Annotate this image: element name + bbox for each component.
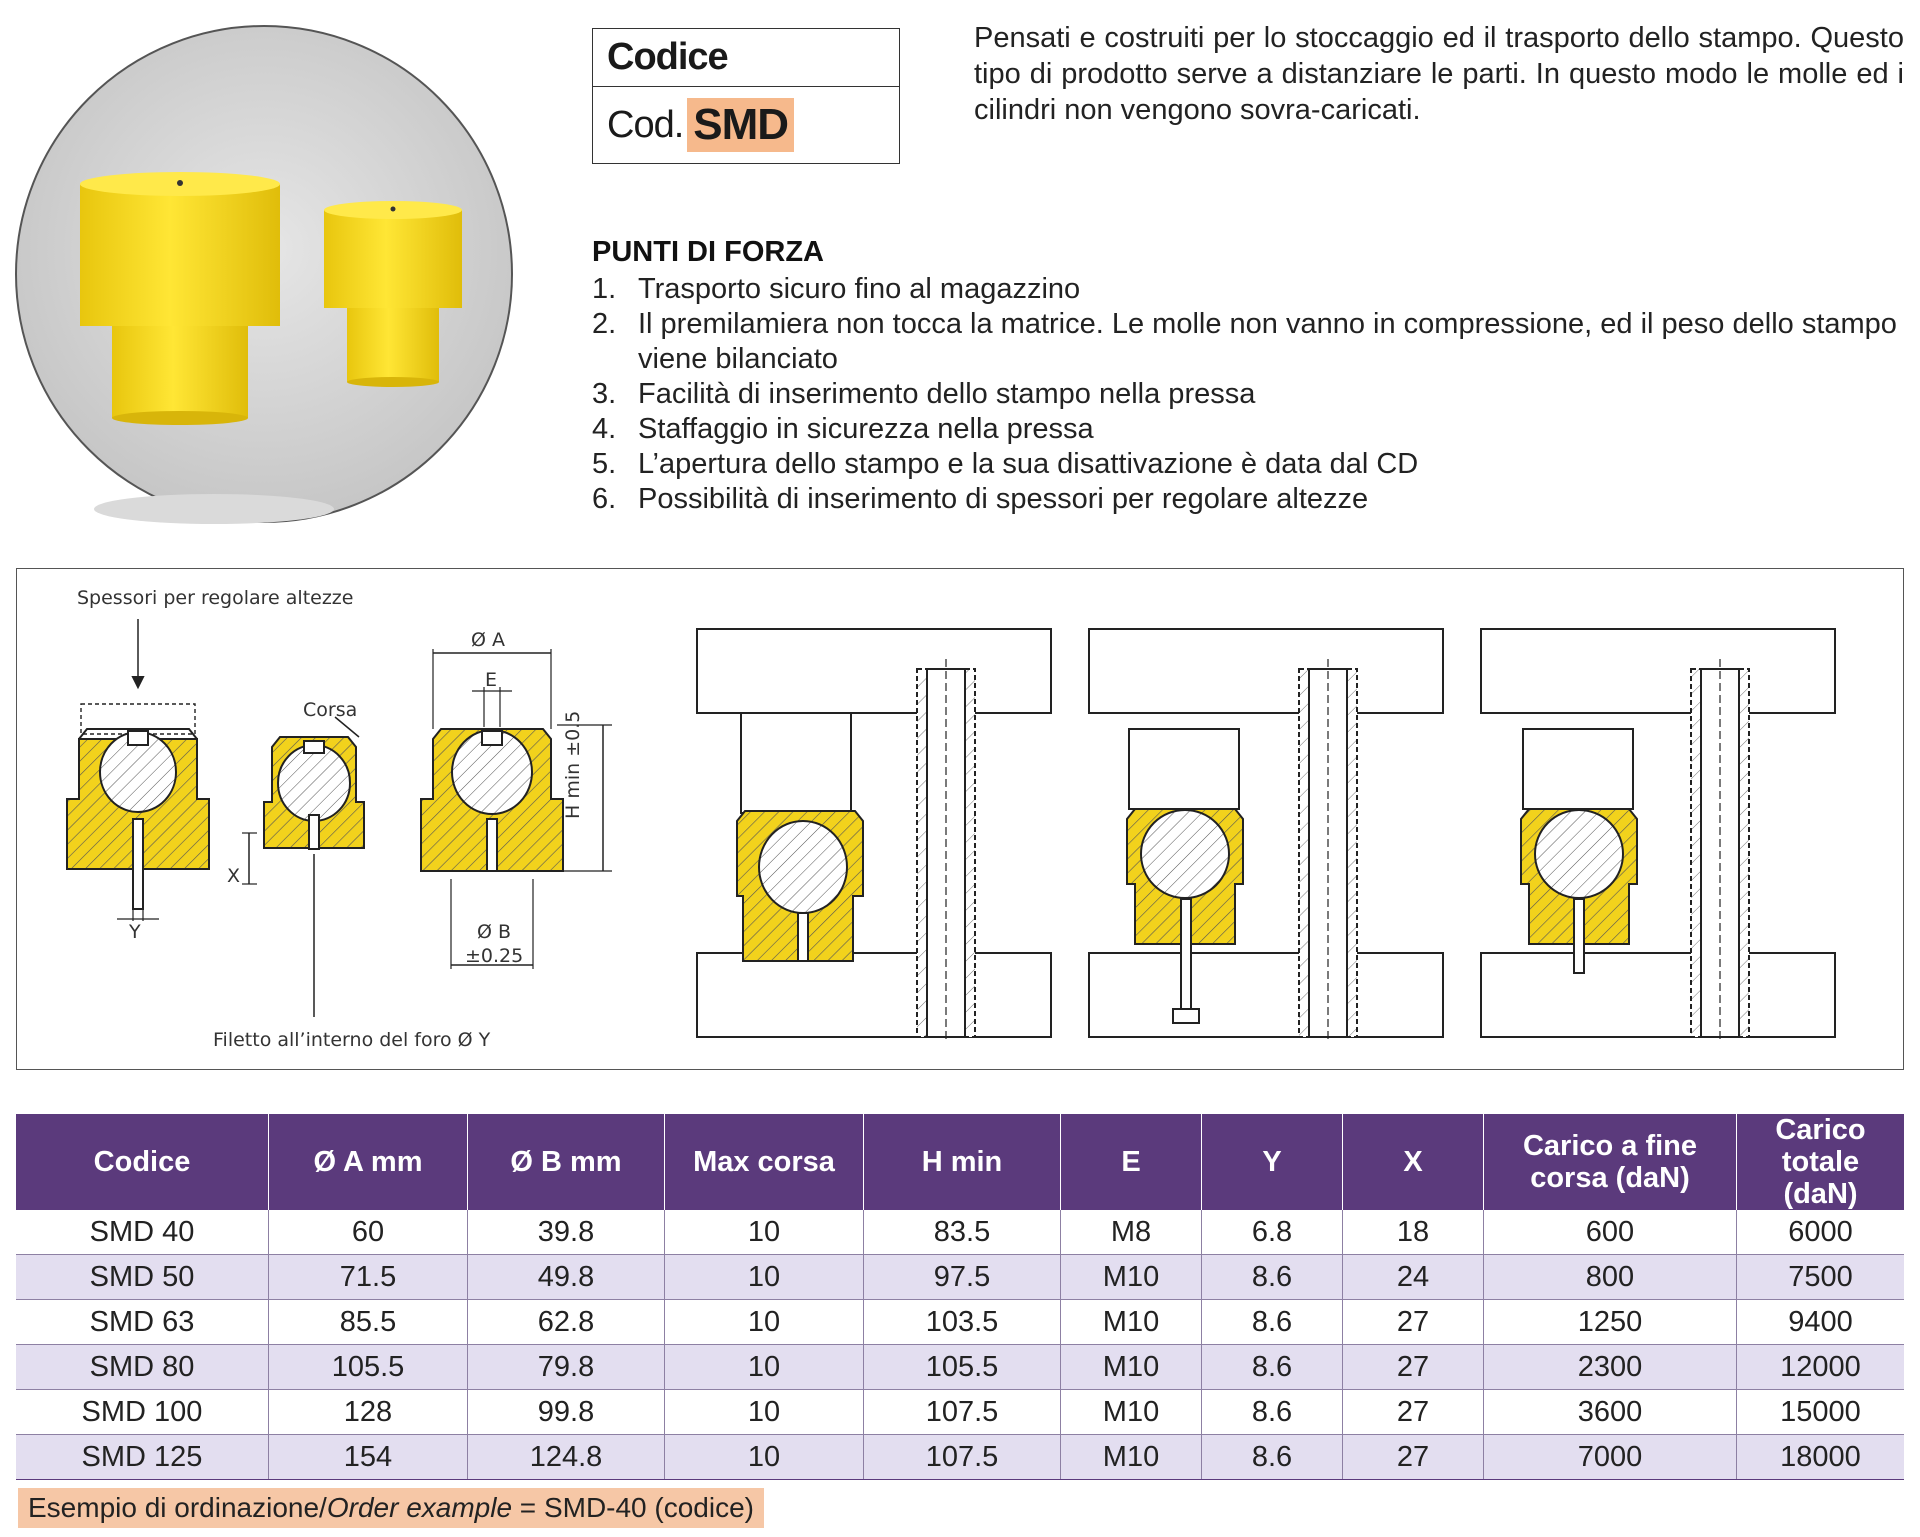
cell: 8.6 (1202, 1345, 1343, 1390)
cell: 7000 (1484, 1435, 1737, 1480)
cell: 105.5 (864, 1345, 1061, 1390)
cell: 83.5 (864, 1210, 1061, 1255)
cell: 49.8 (468, 1255, 665, 1300)
cell: 62.8 (468, 1300, 665, 1345)
cell: 12000 (1737, 1345, 1905, 1390)
cell: 71.5 (269, 1255, 468, 1300)
cell: 97.5 (864, 1255, 1061, 1300)
strengths-title: PUNTI DI FORZA (592, 236, 824, 268)
strength-number: 3. (592, 378, 617, 410)
cell: 27 (1343, 1345, 1484, 1390)
cell: M10 (1061, 1390, 1202, 1435)
cell: 9400 (1737, 1300, 1905, 1345)
product-description: Pensati e costruiti per lo stoccaggio ed il trasporto dello stampo. Questo tipo di prodotto serve a distanziare le parti. In questo modo le molle ed i cilindri non vengono sovra-caricati. (974, 22, 1904, 126)
product-photo (14, 14, 514, 534)
cell: 105.5 (269, 1345, 468, 1390)
cell: 10 (665, 1255, 864, 1300)
cell: 15000 (1737, 1390, 1905, 1435)
cell: SMD 63 (16, 1300, 269, 1345)
strength-item (592, 272, 1912, 307)
code-prefix: Cod. (607, 103, 684, 146)
strength-item (592, 377, 1912, 412)
strength-number: 4. (592, 413, 617, 445)
col-header-dia-b: Ø B mm (468, 1114, 665, 1210)
strength-text: L’apertura dello stampo e la sua disattivazione è data dal CD (638, 448, 1419, 480)
cell: 103.5 (864, 1300, 1061, 1345)
cell: SMD 80 (16, 1345, 269, 1390)
cell: 1250 (1484, 1300, 1737, 1345)
cell: 8.6 (1202, 1390, 1343, 1435)
cell: 27 (1343, 1390, 1484, 1435)
cell: 79.8 (468, 1345, 665, 1390)
col-header-y: Y (1202, 1114, 1343, 1210)
cell: 10 (665, 1435, 864, 1480)
press-view-1 (697, 629, 1051, 1039)
cell: SMD 40 (16, 1210, 269, 1255)
cell: 7500 (1737, 1255, 1905, 1300)
cell: 85.5 (269, 1300, 468, 1345)
label-hmin: H min ±0.5 (562, 710, 584, 819)
strength-number: 1. (592, 273, 617, 305)
cell: 18 (1343, 1210, 1484, 1255)
cell: 24 (1343, 1255, 1484, 1300)
cell: 8.6 (1202, 1435, 1343, 1480)
label-dia-b-tolerance: ±0.25 (465, 945, 524, 967)
spec-table (16, 1114, 1904, 1480)
col-header-hmin: H min (864, 1114, 1061, 1210)
cell: 18000 (1737, 1435, 1905, 1480)
technical-drawings (16, 568, 1904, 1070)
drawing-canvas (17, 569, 1905, 1071)
code-value: SMD (687, 98, 794, 152)
table-row (16, 1390, 1904, 1435)
cell: M10 (1061, 1345, 1202, 1390)
code-box-title: Codice (593, 29, 899, 87)
cell: 10 (665, 1300, 864, 1345)
strength-text: Il premilamiera non tocca la matrice. Le molle non vanno in compressione, ed il peso dello stampo viene bilanciato (638, 308, 1897, 375)
strength-number: 6. (592, 483, 617, 515)
cell: 10 (665, 1390, 864, 1435)
label-thread: Filetto all’interno del foro Ø Y (213, 1029, 491, 1051)
cell: 27 (1343, 1300, 1484, 1345)
strength-number: 2. (592, 308, 617, 340)
cell: 10 (665, 1345, 864, 1390)
code-box (592, 28, 900, 164)
cell: 27 (1343, 1435, 1484, 1480)
press-view-2 (1089, 629, 1443, 1039)
label-dia-a: Ø A (471, 629, 505, 651)
cell: SMD 125 (16, 1435, 269, 1480)
cell: 3600 (1484, 1390, 1737, 1435)
order-example-italic: Order example (326, 1492, 513, 1523)
table-header-row (16, 1114, 1904, 1210)
strength-item (592, 307, 1912, 377)
cell: M8 (1061, 1210, 1202, 1255)
col-header-x: X (1343, 1114, 1484, 1210)
cell: M10 (1061, 1255, 1202, 1300)
order-example-suffix: = SMD-40 (codice) (512, 1492, 754, 1523)
press-view-3 (1481, 629, 1835, 1039)
label-x: X (227, 865, 241, 887)
cell: 39.8 (468, 1210, 665, 1255)
cell: 10 (665, 1210, 864, 1255)
col-header-end-load: Carico a fine corsa (daN) (1484, 1114, 1737, 1210)
cell: 107.5 (864, 1390, 1061, 1435)
order-example (18, 1488, 764, 1528)
table-row (16, 1435, 1904, 1480)
cell: 800 (1484, 1255, 1737, 1300)
cell: 154 (269, 1435, 468, 1480)
code-box-code-row (593, 87, 899, 163)
strength-text: Staffaggio in sicurezza nella pressa (638, 413, 1094, 445)
cell: 60 (269, 1210, 468, 1255)
label-y: Y (129, 921, 141, 943)
cell: 2300 (1484, 1345, 1737, 1390)
cell: 128 (269, 1390, 468, 1435)
strength-item (592, 482, 1912, 517)
label-stroke: Corsa (303, 699, 358, 721)
cell: 99.8 (468, 1390, 665, 1435)
col-header-dia-a: Ø A mm (269, 1114, 468, 1210)
cell: 8.6 (1202, 1255, 1343, 1300)
strength-text: Facilità di inserimento dello stampo nella pressa (638, 378, 1256, 410)
label-shims: Spessori per regolare altezze (77, 587, 354, 609)
strength-number: 5. (592, 448, 617, 480)
part-view-2 (242, 717, 364, 1017)
col-header-e: E (1061, 1114, 1202, 1210)
label-dia-b: Ø B (477, 921, 512, 943)
table-row (16, 1300, 1904, 1345)
table-row (16, 1210, 1904, 1255)
cell: SMD 50 (16, 1255, 269, 1300)
label-e: E (485, 669, 498, 691)
order-example-prefix: Esempio di ordinazione/ (28, 1492, 327, 1523)
cell: 8.6 (1202, 1300, 1343, 1345)
cell: 124.8 (468, 1435, 665, 1480)
table-row (16, 1255, 1904, 1300)
strengths-list (592, 272, 1912, 517)
strength-text: Trasporto sicuro fino al magazzino (638, 273, 1081, 305)
strength-item (592, 412, 1912, 447)
cell: SMD 100 (16, 1390, 269, 1435)
table-row (16, 1345, 1904, 1390)
cell: 6.8 (1202, 1210, 1343, 1255)
part-view-1 (67, 619, 209, 921)
col-header-max-stroke: Max corsa (665, 1114, 864, 1210)
cell: 107.5 (864, 1435, 1061, 1480)
col-header-total-load: Carico totale (daN) (1737, 1114, 1905, 1210)
cell: 600 (1484, 1210, 1737, 1255)
strength-item (592, 447, 1912, 482)
cell: M10 (1061, 1435, 1202, 1480)
col-header-code: Codice (16, 1114, 269, 1210)
strength-text: Possibilità di inserimento di spessori per regolare altezze (638, 483, 1369, 515)
cell: M10 (1061, 1300, 1202, 1345)
cell: 6000 (1737, 1210, 1905, 1255)
